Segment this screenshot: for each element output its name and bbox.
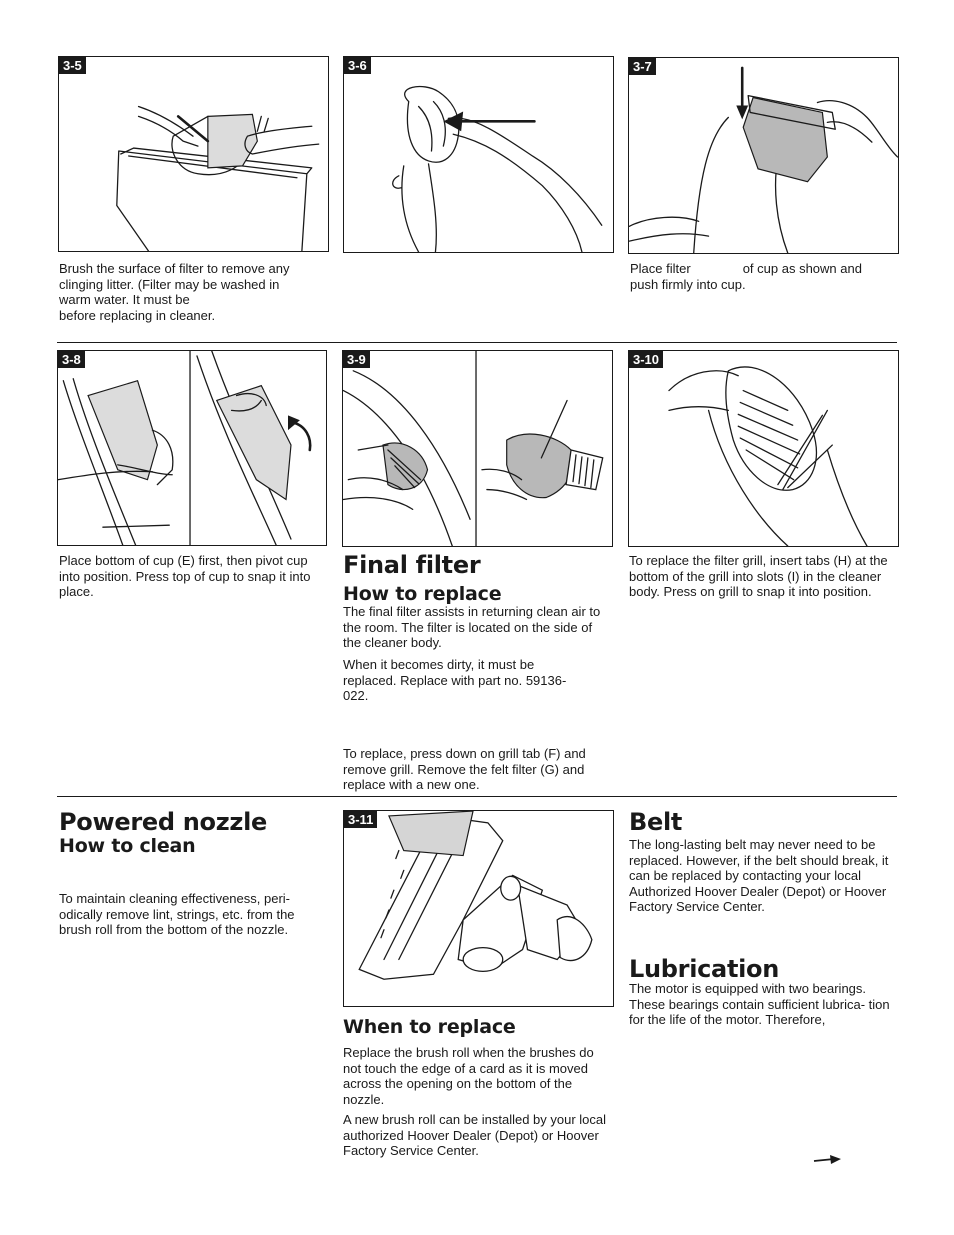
illustration-installing-cup (58, 351, 326, 545)
illustration-nozzle-card-test (344, 811, 613, 1006)
lubrication-paragraph: The motor is equipped with two bearings. These bearings contain sufficient lubrica- tion for the life of the motor. Therefore, (629, 981, 890, 1028)
caption-3-5: Brush the surface of filter to remove any clinging litter. (Filter may be washed in warm water. It must be before replacing in cleaner. (59, 261, 290, 323)
figure-3-7 (628, 57, 899, 254)
caption-3-8: Place bottom of cup (E) first, then pivot cup into position. Press top of cup to snap it into place. (59, 553, 311, 600)
powered-nozzle-paragraph: To maintain cleaning effectiveness, peri- odically remove lint, strings, etc. from the brush roll from the bottom of the nozzle. (59, 891, 295, 938)
section-divider (57, 796, 897, 797)
illustration-placing-filter (629, 58, 898, 253)
powered-nozzle-subheading: How to clean (59, 835, 196, 857)
when-to-replace-paragraph-1: Replace the brush roll when the brushes do not touch the edge of a card as it is moved across the opening on the bottom of the nozzle. (343, 1045, 594, 1107)
figure-number: 3-8 (58, 351, 85, 368)
caption-3-10: To replace the filter grill, insert tabs (H) at the bottom of the grill into slots (I) in the cleaner body. Press on grill to snap it into position. (629, 553, 888, 600)
when-to-replace-heading: When to replace (343, 1016, 516, 1038)
figure-3-8 (57, 350, 327, 546)
figure-3-10 (628, 350, 899, 547)
final-filter-paragraph-2: When it becomes dirty, it must be replaced. Replace with part no. 59136-022. (343, 657, 567, 704)
figure-number: 3-9 (343, 351, 370, 368)
final-filter-paragraph-1: The final filter assists in returning clean air to the room. The filter is located on the side of the cleaner body. (343, 604, 601, 651)
arrow-right-icon (812, 1153, 842, 1167)
illustration-brushing-filter (59, 57, 328, 251)
figure-number: 3-11 (344, 811, 377, 828)
figure-number: 3-6 (344, 57, 371, 74)
final-filter-subheading: How to replace (343, 583, 502, 605)
figure-3-5 (58, 56, 329, 252)
figure-3-6 (343, 56, 614, 253)
illustration-filter-grill-tabs (629, 351, 898, 546)
belt-paragraph: The long-lasting belt may never need to be replaced. However, if the belt should break, it can be replaced by contacting your local Authorized Hoover Dealer (Depot) or Hoover Factory Service Center. (629, 837, 889, 915)
figure-number: 3-10 (629, 351, 663, 368)
figure-3-11 (343, 810, 614, 1007)
final-filter-paragraph-3: To replace, press down on grill tab (F) and remove grill. Remove the felt filter (G) and replace with a new one. (343, 746, 586, 793)
final-filter-heading: Final filter (343, 551, 481, 579)
caption-3-7: Place filter of cup as shown and push firmly into cup. (630, 261, 862, 292)
figure-number: 3-7 (629, 58, 656, 75)
figure-3-9 (342, 350, 613, 547)
belt-heading: Belt (629, 808, 683, 836)
when-to-replace-paragraph-2: A new brush roll can be installed by your local authorized Hoover Dealer (Depot) or Hoover Factory Service Center. (343, 1112, 607, 1159)
section-divider (57, 342, 897, 343)
figure-number: 3-5 (59, 57, 86, 74)
illustration-final-filter-grill (343, 351, 612, 546)
illustration-folding-filter (344, 57, 613, 252)
powered-nozzle-heading: Powered nozzle (59, 808, 267, 836)
lubrication-heading: Lubrication (629, 955, 780, 983)
